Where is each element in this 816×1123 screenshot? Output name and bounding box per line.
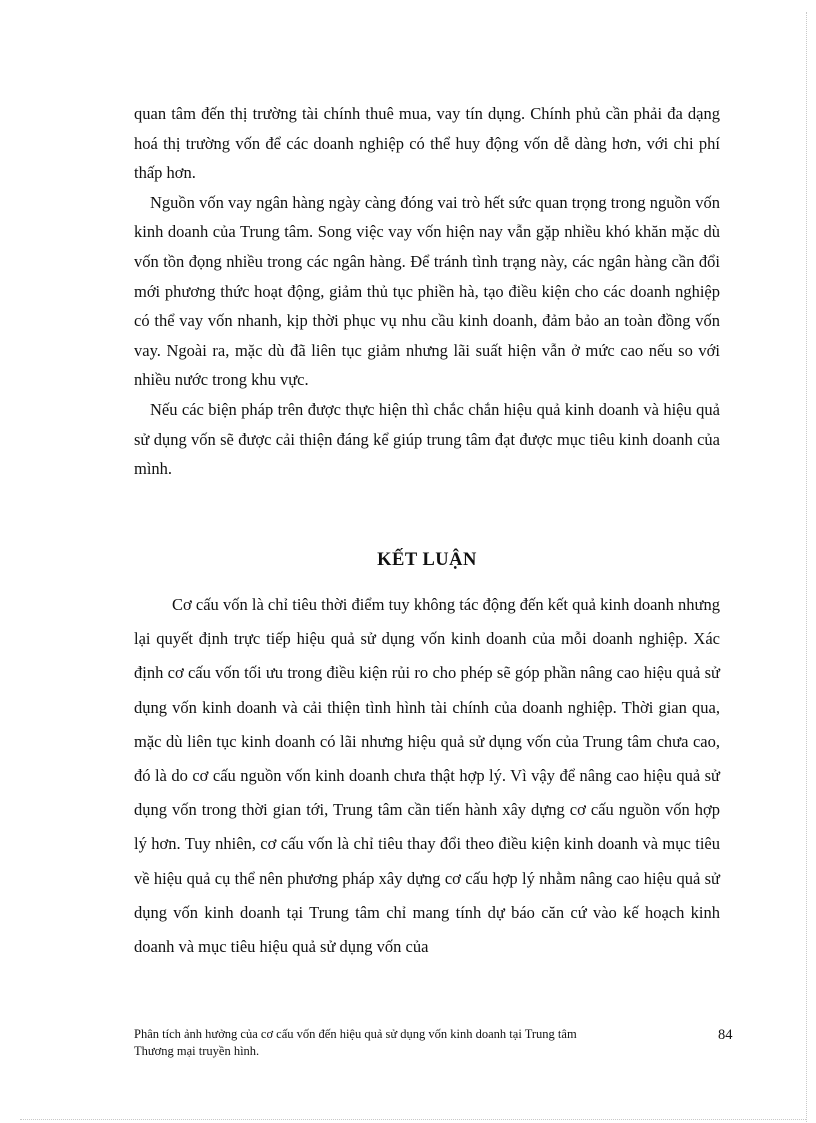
- paragraph-measures: Nếu các biện pháp trên được thực hiện thì chắc chắn hiệu quả kinh doanh và hiệu quả sử dụng vốn sẽ được cải thiện đáng kể giúp trung tâm đạt được mục tiêu kinh doanh của mình.: [134, 399, 720, 479]
- footer-line-2: Thương mại truyền hình.: [134, 1044, 260, 1058]
- footer-line-1: Phân tích ảnh hưởng của cơ cấu vốn đến hiệu quả sử dụng vốn kinh doanh tại Trung tâm: [134, 1027, 577, 1041]
- section-heading: KẾT LUẬN: [377, 550, 477, 570]
- conclusion-paragraph: Cơ cấu vốn là chỉ tiêu thời điểm tuy không tác động đến kết quả kinh doanh nhưng lại quyết định trực tiếp hiệu quả sử dụng vốn kinh doanh của mỗi doanh nghiệp. Xác định cơ cấu vốn tối ưu trong điều kiện rủi ro cho phép sẽ góp phần nâng cao hiệu quả sử dụng vốn kinh doanh và cải thiện tình hình tài chính của doanh nghiệp. Thời gian qua, mặc dù liên tục kinh doanh có lãi nhưng hiệu quả sử dụng vốn của Trung tâm chưa cao, đó là do cơ cấu nguồn vốn kinh doanh chưa thật hợp lý. Vì vậy để nâng cao hiệu quả sử dụng vốn trong thời gian tới, Trung tâm cần tiến hành xây dựng cơ cấu nguồn vốn hợp lý hơn. Tuy nhiên, cơ cấu vốn là chỉ tiêu thay đổi theo điều kiện kinh doanh và mục tiêu về hiệu quả cụ thể nên phương pháp xây dựng cơ cấu hợp lý nhằm nâng cao hiệu quả sử dụng vốn kinh doanh tại Trung tâm chỉ mang tính dự báo căn cứ vào kế hoạch kinh doanh và mục tiêu hiệu quả sử dụng vốn của: [134, 595, 720, 957]
- paragraph-continuation: quan tâm đến thị trường tài chính thuê mua, vay tín dụng. Chính phủ cần phải đa dạng hoá thị trường vốn để các doanh nghiệp có thể huy động vốn dễ dàng hơn, với chi phí thấp hơn.: [134, 104, 720, 183]
- page-edge-bottom: [20, 1119, 806, 1120]
- page-edge-right: [806, 12, 807, 1122]
- body-section: [134, 99, 720, 484]
- page-footer: [134, 1026, 694, 1060]
- paragraph-bank-loans: Nguồn vốn vay ngân hàng ngày càng đóng vai trò hết sức quan trọng trong nguồn vốn kinh doanh của Trung tâm. Song việc vay vốn hiện nay vẫn gặp nhiều khó khăn mặc dù vốn tồn đọng nhiều trong các ngân hàng. Để tránh tình trạng này, các ngân hàng cần đổi mới phương thức hoạt động, giảm thủ tục phiền hà, tạo điều kiện cho các doanh nghiệp có thể vay vốn nhanh, kịp thời phục vụ nhu cầu kinh doanh, đảm bảo an toàn đồng vốn vay. Ngoài ra, mặc dù đã liên tục giảm nhưng lãi suất hiện vẫn ở mức cao nếu so với nhiều nước trong khu vực.: [134, 192, 720, 390]
- page-number: 84: [718, 1027, 733, 1043]
